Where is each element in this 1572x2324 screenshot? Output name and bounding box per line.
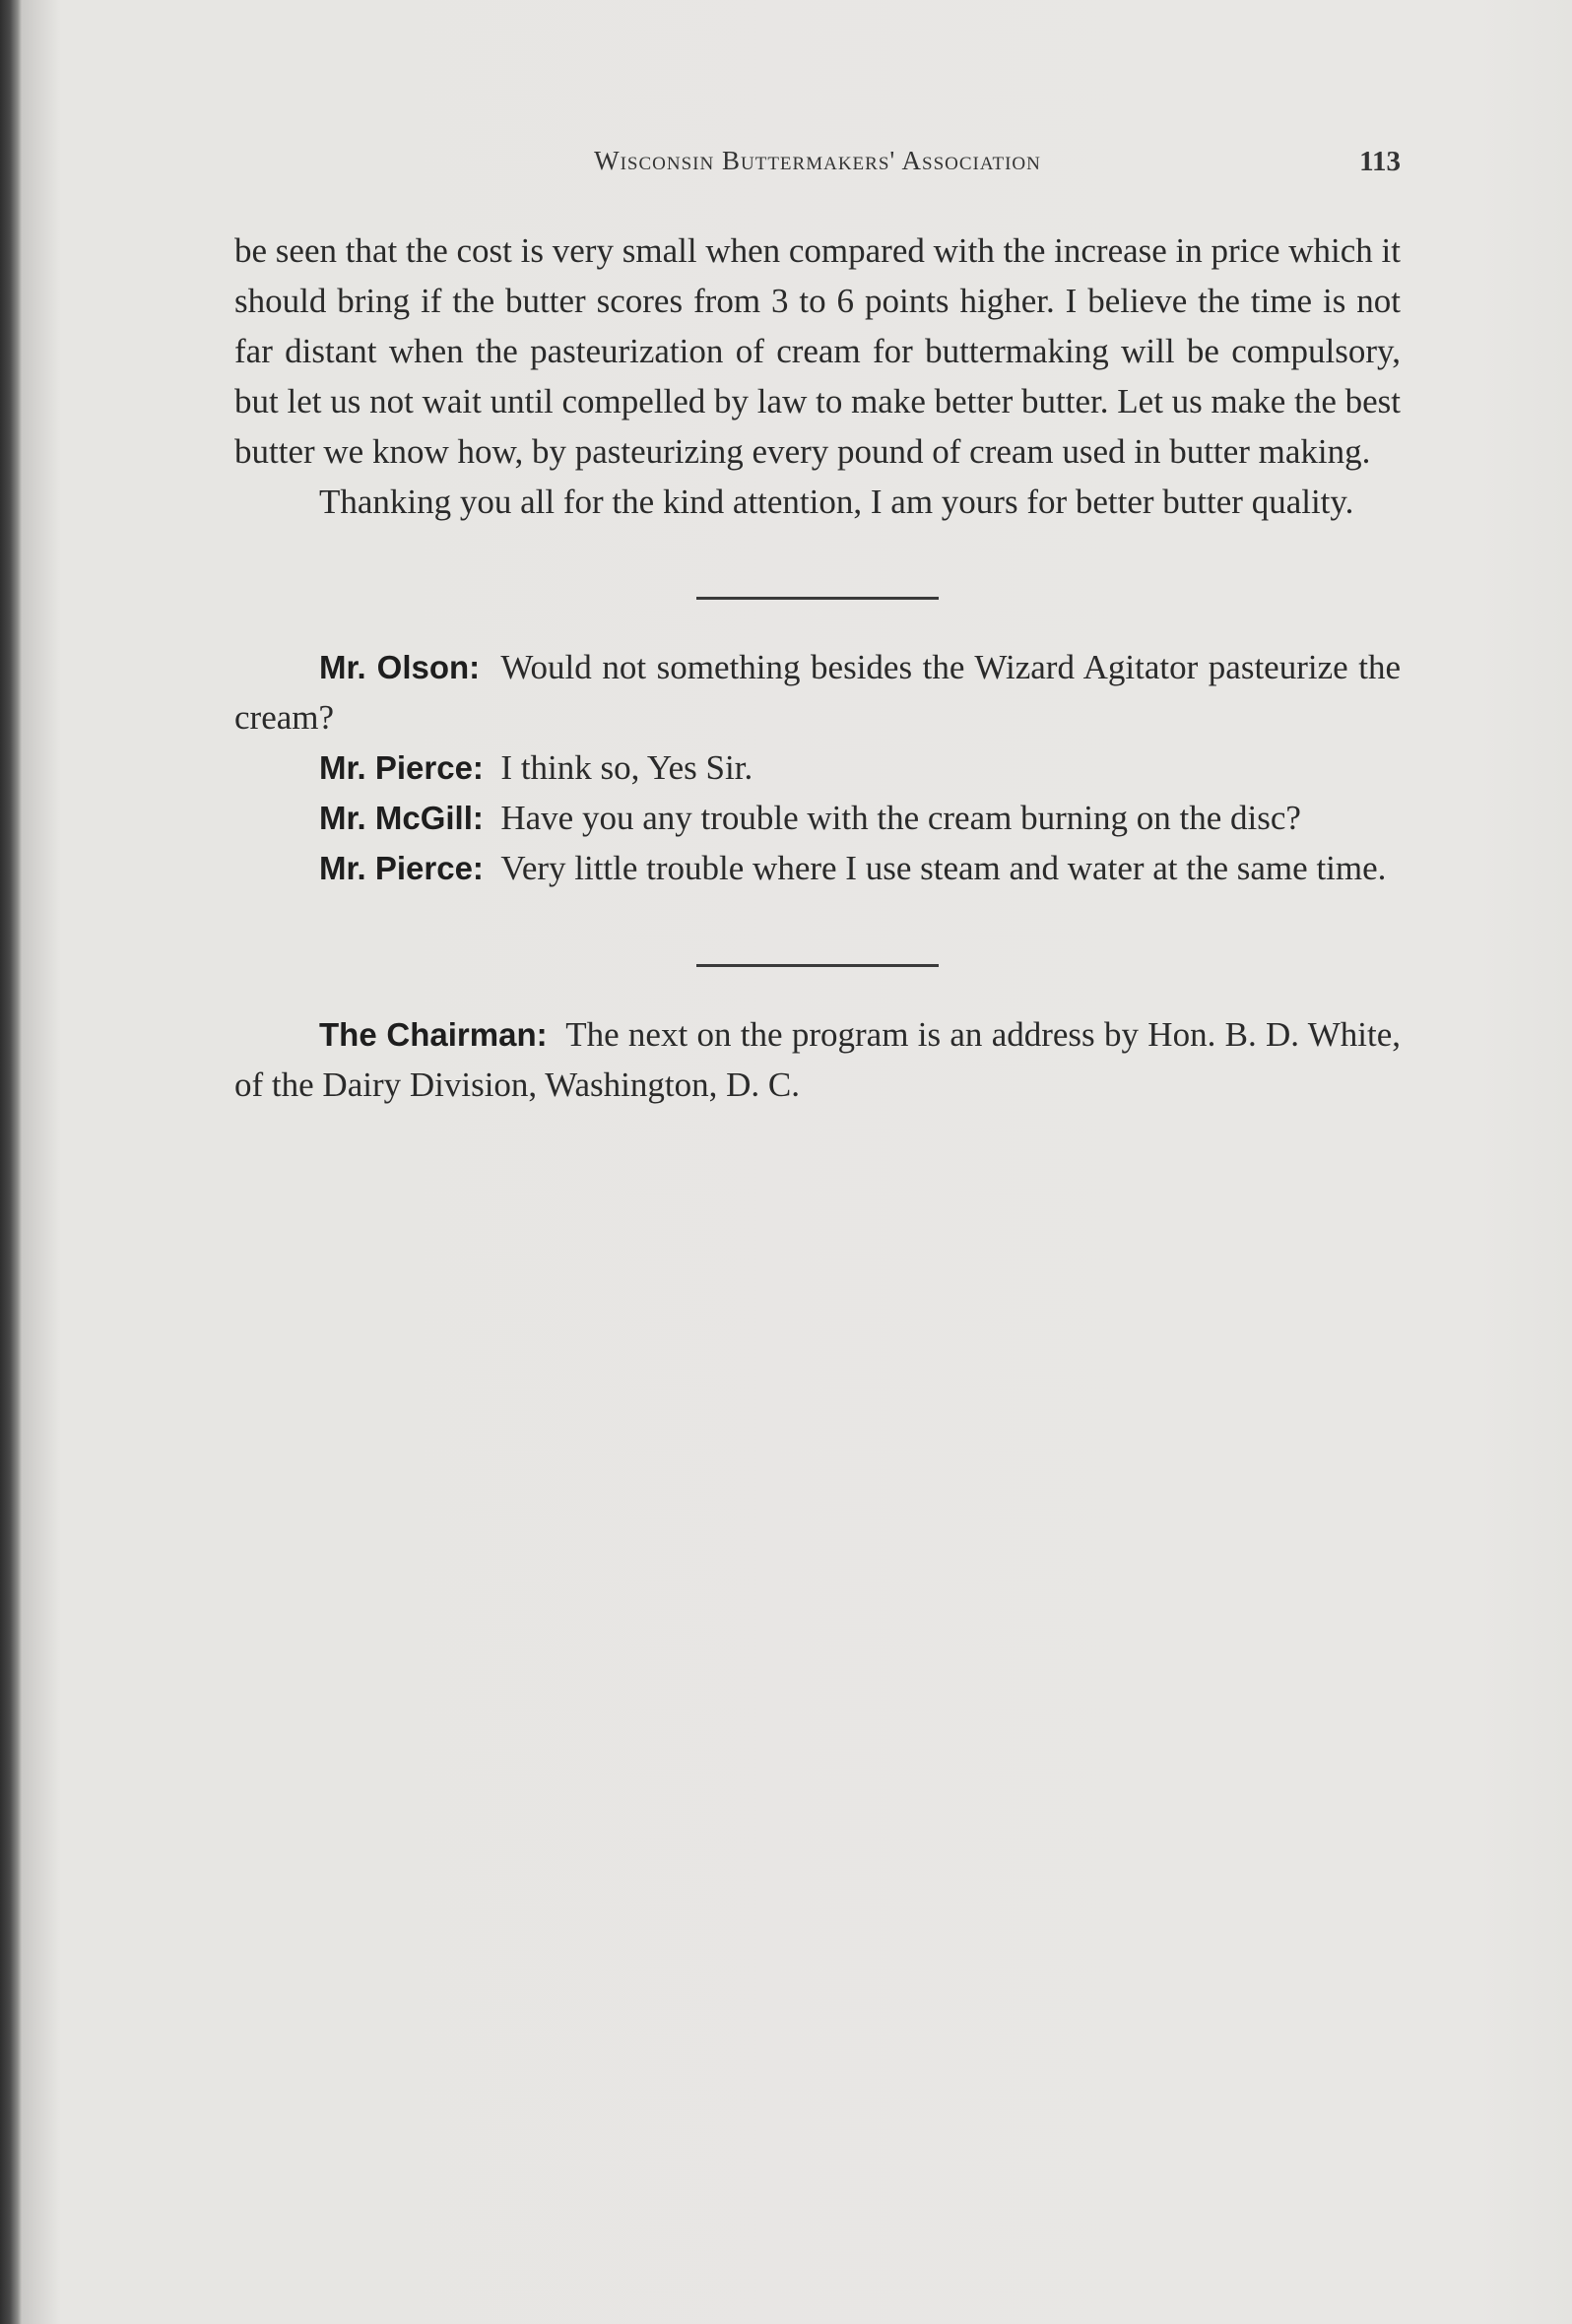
dialogue-text: Have you any trouble with the cream burning on the disc? xyxy=(500,799,1301,837)
dialogue-line xyxy=(234,843,1401,893)
main-text xyxy=(234,226,1401,1110)
dialogue-text: I think so, Yes Sir. xyxy=(500,748,753,787)
dialogue-text: Would not something besides the Wizard Agitator pasteurize the cream? xyxy=(234,648,1401,737)
section-divider xyxy=(696,964,939,967)
speaker-name: Mr. Pierce: xyxy=(319,749,484,786)
gutter-shadow xyxy=(22,0,61,2324)
dialogue-text: Very little trouble where I use steam and water at the same time. xyxy=(500,849,1387,887)
dialogue-line xyxy=(234,742,1401,793)
paragraph-closing: Thanking you all for the kind attention, I am yours for better butter quality. xyxy=(319,483,1354,521)
dialogue-line xyxy=(234,793,1401,843)
running-head: Wisconsin Buttermakers' Association xyxy=(594,146,1041,175)
speaker-name: Mr. Olson: xyxy=(319,649,481,685)
speaker-name: Mr. McGill: xyxy=(319,800,484,836)
paragraph-continuation: be seen that the cost is very small when compared with the increase in price which it should bring if the butter scores from 3 to 6 points higher. I believe the time is not far distant when the pasteurization of cream for buttermaking will be compulsory, but let us not wait until compelled by law to make better butter. Let us make the best butter we know how, by pasteurizing every pound of cream used in butter making. xyxy=(234,231,1401,471)
chairman-line xyxy=(234,1009,1401,1110)
page-header xyxy=(234,146,1401,185)
page-number: 113 xyxy=(1359,146,1401,177)
dialogue-line xyxy=(234,642,1401,742)
section-divider xyxy=(696,597,939,600)
dialogue-text: The next on the program is an address by Hon. B. D. White, of the Dairy Division, Washington, D. C. xyxy=(234,1015,1401,1104)
speaker-name: The Chairman: xyxy=(319,1016,548,1053)
book-spine xyxy=(0,0,22,2324)
speaker-name: Mr. Pierce: xyxy=(319,850,484,886)
